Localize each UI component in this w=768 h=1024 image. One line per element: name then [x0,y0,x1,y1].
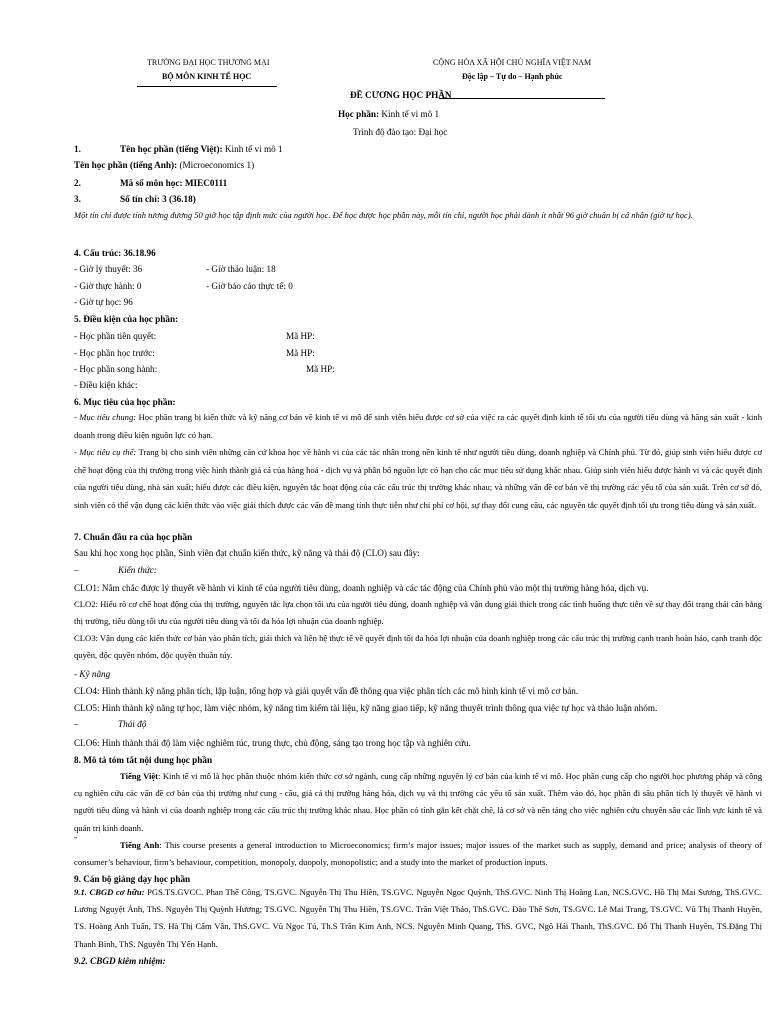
course-code: Mã số môn học: MIEC0111 [120,178,228,188]
english-name-value: (Microeconomics 1) [179,160,255,170]
motto: Độc lập – Tự do – Hạnh phúc [462,72,563,81]
item-2-number: 2. [74,178,81,188]
credits-line [120,194,196,204]
conditions-heading: 5. Điều kiện của học phần: [74,314,179,324]
practice-hours: - Giờ thực hành: 0 [74,281,142,291]
specific-objective-text: Trang bị cho sinh viên những căn cứ khoa học về hành vi của các tác nhân trong nền kinh tế như người tiêu dùng, doanh nghiệp và Chính phủ. Từ đó, giúp sinh viên hiểu được cơ chế hoạt động của thị trường trong việc hình thành giá cả của hàng hoá - dịch vụ và phân bổ nguồn lực có hạn cho các mục tiêu sử dụng khác nhau. Giúp sinh viên hiểu được hành vi và các quyết định của người tiêu dùng, nhà sản xuất; hiểu được các điều kiện, nguyên tắc hoạt động của các cấu trúc thị trường khác nhau; và những vấn đề cơ bản về thị trường các yếu tố của sản xuất. Trên cơ sở đó, sinh viên có thể vận dụng các kiến thức vào việc giải thích được các vấn đề mang tính thực tiễn như chi phí cơ hội, sự thay đổi cung cầu, các nguyên tắc quyết định tối ưu trong tiêu dùng và sản xuất. [74,447,763,510]
english-summary-text: : This course presents a general introduction to Microeconomics; firm’s major issues; major issues of the market such as supply, demand and price; analysis of theory of consumer’s behaviour, firm’s behaviour, competition, monopoly, duopoly, monopolistic; and a study into the market of production inputs. [74,840,763,868]
lecturers-heading: 9. Cán bộ giảng dạy học phần [74,874,191,884]
skills-subheading: - Kỹ năng [74,669,111,679]
university-name: TRƯỜNG ĐẠI HỌC THƯƠNG MẠI [147,58,270,67]
summary-heading: 8. Mô tả tóm tắt nội dung học phần [74,755,213,765]
english-summary-bullet: - [74,832,77,842]
general-objective-text: Học phần trang bị kiến thức và kỹ năng cơ bản về kinh tế vi mô để sinh viên hiểu được cơ sở của việc ra các quyết định kinh tế tối ưu của người tiêu dùng và hãng sản xuất - kinh doanh trong điều kiện nguồn lực có hạn. [74,412,763,440]
knowledge-subheading: Kiến thức: [118,565,157,575]
learning-outcomes-heading: 7. Chuẩn đầu ra của học phần [74,532,193,542]
clo2: CLO2: Hiểu rõ cơ chế hoạt động của thị trường, nguyên tắc lựa chọn tối ưu của người tiêu dùng, doanh nghiệp và vận dụng giải thích trong các tình huống thực tiễn về sự thay đổi trạng thái cân bằng thị trường, tiêu dùng tối ưu của người tiêu dùng và tối đa hóa lợi nhuận của doanh nghiệp. [74,599,762,627]
item-3-number: 3. [74,194,81,204]
prerequisite-code: Mã HP: [286,331,315,341]
self-study-hours: - Giờ tự học: 96 [74,297,133,307]
header-left-underline [137,86,277,87]
item-1-label: Tên học phần (tiếng Việt): [120,144,223,154]
header-right-underline [439,98,605,99]
department-name: BỘ MÔN KINH TẾ HỌC [162,72,252,81]
permanent-lecturers [74,884,762,953]
parallel-code: Mã HP: [306,364,335,374]
credit-note: Một tín chỉ được tính tương đương 50 giờ học tập định mức của người học. Để học được học phần này, mỗi tín chỉ, người học phải dành ít nhất 96 giờ chuẩn bị cá nhân (giờ tự học). [74,210,693,220]
attitude-subheading: Thái độ [118,719,147,729]
clo5: CLO5: Hình thành kỹ năng tự học, làm việc nhóm, kỹ năng tìm kiếm tài liệu, kỹ năng giao tiếp, kỹ năng thuyết trình thông qua việc tự học và thảo luận nhóm. [74,703,658,713]
prerequisite-course: - Học phần tiên quyết: [74,331,157,341]
specific-objective-label: - Mục tiêu cụ thể: [74,447,137,457]
permanent-lecturers-list: PGS.TS.GVCC. Phan Thế Công, TS.GVC. Nguyễn Thị Thu Hiền, TS.GVC. Nguyễn Ngọc Quỳnh, ThS.GVC. Ninh Thị Hoàng Lan, NCS.GVC. Hồ Thị Mai Sương, ThS.GVC. Lương Nguyệt Ánh, ThS. Nguyễn Thị Quỳnh Hương; TS.GVC. Nguyễn Thị Thu Hiền, TS.GVC. Trần Việt Thảo, ThS.GVC. Đào Thế Sơn, TS.GVC. Lê Mai Trang, TS.GVC. Vũ Thị Thanh Huyền, TS. Hoàng Anh Tuấn, TS. Hà Thị Cẩm Vân, ThS.GVC. Vũ Ngọc Tú, Th.S Trần Kim Anh, NCS. Nguyễn Minh Quang, ThS. GVC, Ngô Hải Thanh, ThS.GVC. Đỗ Thị Thanh Huyền, TS.Đặng Thị Thanh Bình, ThS. Nguyễn Thị Yến Hạnh. [74,887,762,949]
discussion-hours: - Giờ thảo luận: 18 [206,264,276,274]
document-title: ĐỀ CƯƠNG HỌC PHẦN [350,90,452,100]
theory-hours: - Giờ lý thuyết: 36 [74,264,143,274]
objectives-heading: 6. Mục tiêu của học phần: [74,397,176,407]
item-1-number: 1. [74,144,81,154]
clo-intro: Sau khi học xong học phần, Sinh viên đạt chuẩn kiến thức, kỹ năng và thái độ (CLO) sau đây: [74,548,420,558]
course-line [338,109,439,119]
practice-report-hours: - Giờ báo cáo thực tế: 0 [206,281,293,291]
credits-label: Số tín chỉ: [120,194,160,204]
prior-course: - Học phần học trước: [74,348,155,358]
english-summary-label: Tiếng Anh [120,840,160,850]
parallel-course: - Học phần song hành: [74,364,158,374]
other-conditions: - Điều kiện khác: [74,380,138,390]
credits-value: 3 (36.18) [162,194,196,204]
item-1-line [120,144,283,154]
prior-code: Mã HP: [286,348,315,358]
permanent-lecturers-label: 9.1. CBGD cơ hữu: [74,887,145,897]
clo1: CLO1: Nắm chắc được lý thuyết về hành vi kinh tế của người tiêu dùng, doanh nghiệp và các tác động của Chính phủ vào một thị trường hàng hóa, dịch vụ. [74,583,649,593]
visiting-lecturers-label: 9.2. CBGD kiêm nhiệm: [74,956,166,966]
clo6: CLO6: Hình thành thái độ làm việc nghiêm túc, trung thực, chủ động, sáng tạo trong học tập và nghiên cứu. [74,738,471,748]
clo3: CLO3: Vận dụng các kiến thức cơ bản vào phân tích, giải thích và liên hệ thực tế về quyết định tối đa hóa lợi nhuận của doanh nghiệp trong các cấu trúc thị trường cạnh tranh hoàn hảo, cạnh tranh độc quyền, độc quyền nhóm, độc quyền thuần túy. [74,633,762,661]
clo4: CLO4: Hình thành kỹ năng phân tích, lập luận, tổng hợp và giải quyết vấn đề thông qua việc phân tích các mô hình kinh tế vi mô cơ bản. [74,686,579,696]
vietnamese-summary-label: Tiếng Việt [120,771,159,781]
vietnamese-summary-text: : Kinh tế vi mô là học phần thuộc nhóm kiến thức cơ sở ngành, cung cấp những nguyên lý cơ bản của kinh tế vi mô. Học phần cung cấp cho người học phương pháp và công cụ nghiên cứu các vấn đề cơ bản của thị trường như cung - cầu, giá cả thị trường hàng hóa, dịch vụ và thị trường các yếu tố sản xuất. Thêm vào đó, học phần đi sâu phân tích lý thuyết về hành vi người tiêu dùng và hành vi của doanh nghiệp trong các cấu trúc thị trường khác nhau. Học phần có tính gắn kết chặt chẽ, là cơ sở và nền tảng cho việc nghiên cứu chuyên sâu các lĩnh vực kinh tế và quản trị kinh doanh. [74,771,762,833]
general-objective [74,409,762,444]
knowledge-bullet: – [74,565,79,575]
course-label: Học phần: [338,109,380,119]
english-summary [74,837,762,871]
vietnamese-summary [74,768,762,837]
specific-objective [74,444,762,514]
structure-heading: 4. Cấu trúc: 36.18.96 [74,248,156,258]
country-name: CỘNG HÒA XÃ HỘI CHỦ NGHĨA VIỆT NAM [433,58,592,67]
training-level: Trình độ đào tạo: Đại học [353,127,448,137]
course-value: Kinh tế vi mô 1 [381,109,440,119]
english-name-label: Tên học phần (tiếng Anh): [74,160,178,170]
english-name-line [74,160,254,170]
general-objective-label: - Mục tiêu chung: [74,412,137,422]
item-1-value: Kinh tế vi mô 1 [224,144,283,154]
attitude-bullet: – [74,719,79,729]
